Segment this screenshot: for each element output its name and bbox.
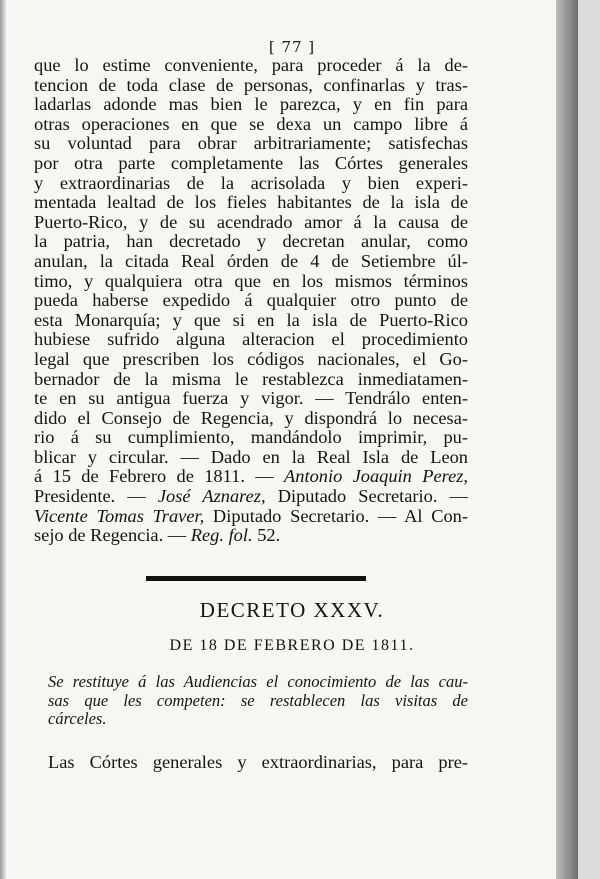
decree-title: DECRETO XXXV. (199, 598, 385, 622)
signature-line-2 (34, 487, 468, 507)
body-line: Puerto-Rico, y de su acendrado amor á la causa de (34, 211, 468, 232)
addressee: sejo de Regencia. — (34, 525, 191, 546)
signature-line-3 (34, 507, 468, 527)
signature-date: á 15 de Febrero de 1811. — (34, 466, 285, 487)
signatory-president: Antonio Joaquin Perez, (284, 466, 469, 487)
summary-line: Se restituye á las Audiencias el conocimiento de las cau- (48, 672, 468, 691)
page-number: [ 77 ] (268, 38, 316, 56)
body-line: por otra parte completamente las Córtes generales (34, 152, 468, 173)
summary-line: sas que les competen: se restablecen las visitas de (48, 690, 468, 710)
signatory-role: Diputado Secretario. — (265, 486, 468, 507)
signatory-secretary-2: Vicente Tomas Traver, (34, 505, 205, 526)
body-line: rio á su cumplimiento, mandándolo imprimir, pu- (34, 427, 468, 448)
body-line: mentada lealtad de los fieles habitantes de la isla de (34, 192, 468, 213)
body-line: su voluntad para obrar arbitrariamente; satisfechas (34, 133, 468, 154)
decree-summary (48, 673, 468, 729)
body-line: dido el Consejo de Regencia, y dispondrá lo necesa- (34, 407, 468, 428)
signatory-secretary-1: José Aznarez, (157, 486, 266, 507)
section-divider (146, 576, 366, 581)
body-line: legal que prescriben los códigos nacionales, el Go- (34, 348, 468, 369)
body-line: esta Monarquía; y que si en la isla de Puerto-Rico (34, 309, 468, 330)
signatory-role: Diputado Secretario. — Al Con- (204, 505, 468, 526)
register-reference: Reg. fol. (190, 525, 253, 546)
decree-opening-line: Las Córtes generales y extraordinarias, para pre- (48, 752, 468, 772)
body-line: tencion de toda clase de personas, confinarlas y tras- (34, 74, 468, 95)
body-line: anulan, la citada Real órden de 4 de Setiembre úl- (34, 250, 468, 271)
body-line: hubiese sufrido alguna alteracion el procedimiento (34, 329, 468, 350)
summary-line: cárceles. (48, 709, 107, 728)
body-line: te en su antigua fuerza y vigor. — Tendrálo enten- (34, 388, 468, 409)
body-line: que lo estime conveniente, para proceder á la de- (34, 55, 468, 75)
register-folio: 52. (252, 525, 281, 546)
body-line: la patria, han decretado y decretan anular, como (34, 231, 468, 252)
body-line: pueda haberse expedido á qualquier otro punto de (34, 290, 468, 311)
body-text (34, 56, 468, 546)
body-line: bernador de la misma le restablezca inmediatamen- (34, 368, 468, 389)
body-line: timo, y qualquiera otra que en los mismos términos (34, 270, 468, 291)
body-line: otras operaciones en que se dexa un campo libre á (34, 113, 468, 134)
body-line: y extraordinarias de la acrisolada y bien experi- (34, 172, 468, 193)
body-line: blicar y circular. — Dado en la Real Isla de Leon (34, 446, 468, 467)
body-line: ladarlas adonde mas bien le parezca, y en fin para (34, 94, 468, 115)
page-right-edge (556, 0, 578, 879)
decree-date: DE 18 DE FEBRERO DE 1811. (169, 637, 415, 654)
book-page (6, 0, 578, 879)
signature-line-1 (34, 467, 468, 487)
signatory-role: Presidente. — (34, 486, 158, 507)
signature-line-4 (34, 526, 468, 546)
